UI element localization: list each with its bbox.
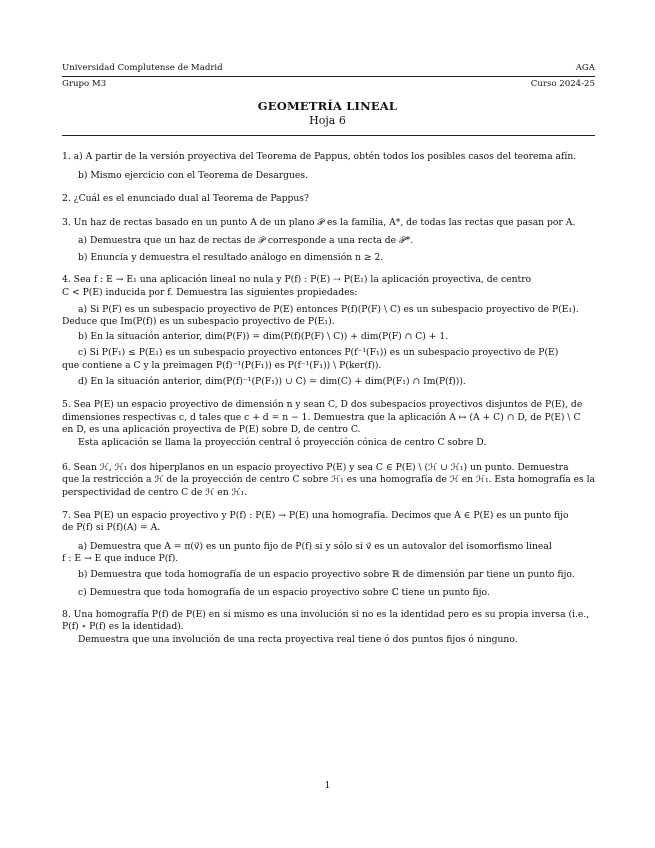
- university-name: Universidad Complutense de Madrid: [62, 63, 223, 73]
- exercise-2: 2. ¿Cuál es el enunciado dual al Teorema de Pappus?: [62, 193, 309, 204]
- exercise-1-b: b) Mismo ejercicio con el Teorema de Desargues.: [78, 170, 308, 181]
- exercise-4-line-1: 4. Sea f : E → E₁ una aplicación lineal no nula y P(f) : P(E) ⇢ P(E₁) la aplicación proyectiva, de centro: [62, 274, 532, 285]
- exercise-7-line-2: de P(f) si P(f)(A) = A.: [62, 522, 161, 533]
- exercise-7-c: c) Demuestra que toda homografía de un espacio proyectivo sobre ℂ tiene un punto fijo.: [78, 587, 490, 598]
- page-number: 1: [324, 781, 331, 791]
- page-subtitle: Hoja 6: [309, 114, 346, 127]
- exercise-6-line-2: que la restricción a ℋ de la proyección de centro C sobre ℋ₁ es una homografía de ℋ en ℋ₁. Esta homografía es la: [62, 474, 596, 485]
- exercise-5-line-4: Esta aplicación se llama la proyección central ó proyección cónica de centro C sobre D.: [78, 437, 487, 448]
- exercise-8-line-3: Demuestra que una involución de una recta proyectiva real tiene ó dos puntos fijos ó ninguno.: [78, 634, 518, 645]
- exercise-4-a-line-1: a) Si P(F) es un subespacio proyectivo de P(E) entonces P(f)(P(F) \ C) es un subespacio proyectivo de P(E₁).: [78, 304, 579, 315]
- exercise-5-line-1: 5. Sea P(E) un espacio proyectivo de dimensión n y sean C, D dos subespacios proyectivos disjuntos de P(E), de: [62, 399, 583, 410]
- exercise-7-a-line-2: f : E → E que induce P(f).: [62, 553, 179, 564]
- exercise-7-b: b) Demuestra que toda homografía de un espacio proyectivo sobre ℝ de dimensión par tiene un punto fijo.: [78, 569, 575, 580]
- exercise-8-line-1: 8. Una homografía P(f) de P(E) en sí mismo es una involución si no es la identidad pero es su propia inversa (i.e.,: [62, 609, 590, 620]
- exercise-4-c-line-2: que contiene a C y la preimagen P(f)⁻¹(P(F₁)) es P(f⁻¹(F₁)) \ P(ker(f)).: [62, 360, 382, 371]
- exercise-3-a: a) Demuestra que un haz de rectas de 𝒫 corresponde a una recta de 𝒫*.: [78, 235, 414, 246]
- exercise-3-b: b) Enuncia y demuestra el resultado análogo en dimensión n ≥ 2.: [78, 252, 384, 263]
- exercise-3: 3. Un haz de rectas basado en un punto A de un plano 𝒫 es la familia, A*, de todas las rectas que pasan por A.: [62, 217, 576, 228]
- exercise-6-line-3: perspectividad de centro C de ℋ en ℋ₁.: [62, 487, 248, 498]
- exercise-7-line-1: 7. Sea P(E) un espacio proyectivo y P(f) : P(E) → P(E) una homografía. Decimos que A ∈ P(E) es un punto fijo: [62, 510, 569, 521]
- exercise-4-line-2: C < P(E) inducida por f. Demuestra las siguientes propiedades:: [62, 287, 358, 298]
- exercise-5-line-2: dimensiones respectivas c, d tales que c + d = n − 1. Demuestra que la aplicación A ↦ (A + C) ∩ D, de P(E) \ C: [62, 412, 581, 423]
- exercise-4-d: d) En la situación anterior, dim(P(f)⁻¹(P(F₁)) ∪ C) = dim(C) + dim(P(F₁) ∩ Im(P(f))).: [78, 376, 466, 387]
- exercise-7-a-line-1: a) Demuestra que A = π(v⃗) es un punto fijo de P(f) si y sólo si v⃗ es un autovalor del isomorfismo lineal: [78, 541, 552, 552]
- exercise-8-line-2: P(f) ∘ P(f) es la identidad).: [62, 621, 184, 632]
- exercise-6-line-1: 6. Sean ℋ, ℋ₁ dos hiperplanos en un espacio proyectivo P(E) y sea C ∈ P(E) \ (ℋ ∪ ℋ₁) un punto. Demuestra: [62, 462, 569, 473]
- course-label: Curso 2024-25: [530, 79, 595, 89]
- subject-code: AGA: [575, 63, 595, 73]
- title-rule: [62, 135, 595, 136]
- exercise-1-a: 1. a) A partir de la versión proyectiva del Teorema de Pappus, obtén todos los posibles casos del teorema afín.: [62, 151, 577, 162]
- exercise-4-c-line-1: c) Si P(F₁) ≤ P(E₁) es un subespacio proyectivo entonces P(f⁻¹(F₁)) es un subespacio proyectivo de P(E): [78, 347, 559, 358]
- exercise-5-line-3: en D, es una aplicación proyectiva de P(E) sobre D, de centro C.: [62, 424, 361, 435]
- page-title: GEOMETRÍA LINEAL: [257, 99, 398, 113]
- exercise-4-a-line-2: Deduce que Im(P(f)) es un subespacio proyectivo de P(E₁).: [62, 316, 335, 327]
- exercise-4-b: b) En la situación anterior, dim(P(F)) = dim(P(f)(P(F) \ C)) + dim(P(F) ∩ C) + 1.: [78, 331, 449, 342]
- header-rule: [62, 76, 595, 77]
- group-label: Grupo M3: [62, 79, 107, 89]
